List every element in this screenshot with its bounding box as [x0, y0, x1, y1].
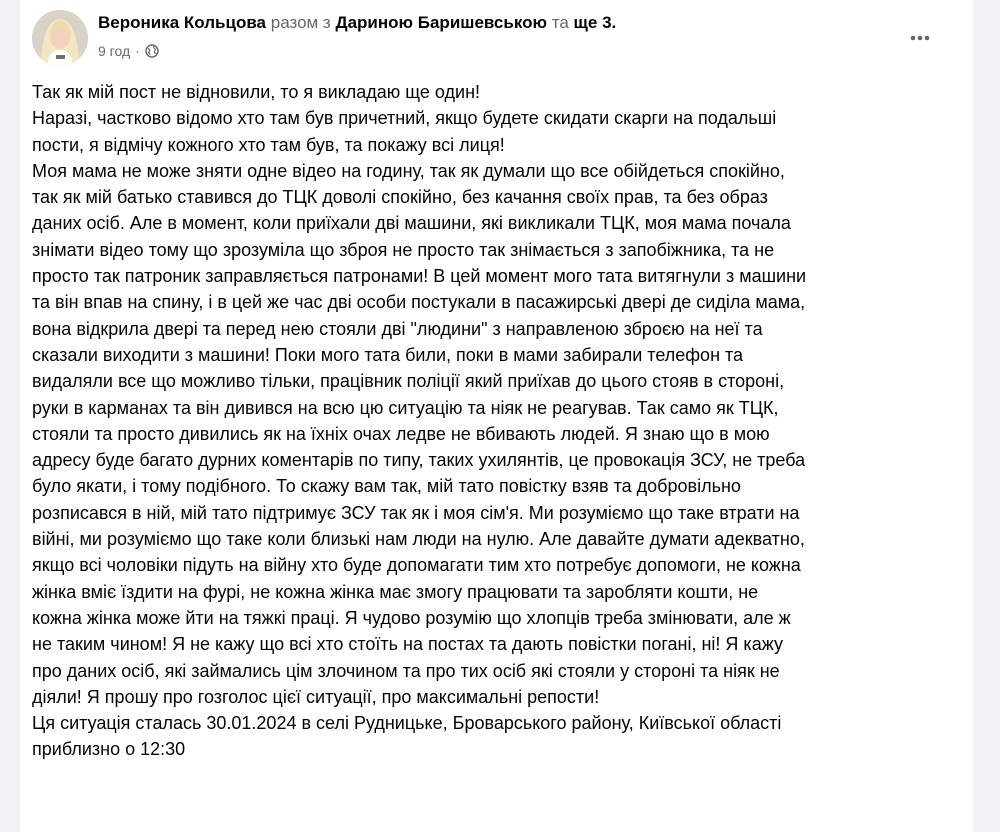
post-line: діяли! Я прошу про гозголос цієї ситуації, про максимальні репости! — [32, 686, 600, 707]
post-time[interactable]: 9 год — [98, 43, 131, 59]
post-line: кожна жінка може йти на тяжкі праці. Я чудово розумію що хлопців треба змінювати, але ж — [32, 607, 791, 628]
post-line: якщо всі чоловіки підуть на війну хто буде допомагати тим хто потребує допомоги, не кожна — [32, 555, 801, 576]
avatar-image — [32, 10, 88, 66]
post-line: та він впав на спину, і в цей же час дві особи постукали в пасажирські двері де сиділа мама, — [32, 292, 806, 313]
post-line: жінка вміє їздити на фурі, не кожна жінка має змогу працювати та заробляти кошти, не — [32, 581, 759, 602]
post-line: видаляли все що можливо тільки, працівник поліції який приїхав до цього стояв в стороні, — [32, 371, 785, 392]
meta-separator: · — [135, 43, 140, 59]
post-line: знімати відео тому що зрозуміла що зброя не просто так знімається з запобіжника, та не — [32, 239, 775, 260]
author-avatar[interactable] — [32, 10, 88, 66]
post-line: було якати, і тому подібного. То скажу вам так, мій тато повістку взяв та добровільно — [32, 476, 741, 497]
post-line: даних осіб. Але в момент, коли приїхали дві машини, які викликали ТЦК, моя мама почала — [32, 213, 791, 234]
author-line — [98, 12, 616, 34]
more-horizontal-icon — [910, 35, 930, 41]
author-name[interactable]: Вероника Кольцова — [98, 13, 267, 32]
and-text: та — [551, 13, 569, 32]
post-line: не таким чином! Я не кажу що всі хто стоїть на постах та дають повістки погані, ні! Я кажу — [32, 634, 783, 655]
post-line: сказали виходити з машини! Поки мого тата били, поки в мами забирали телефон та — [32, 344, 744, 365]
post-line: про даних осіб, які займались цім злочином та про тих осіб які стояли у стороні та ніяк не — [32, 660, 780, 681]
post-line: розписався в ній, мій тато підтримує ЗСУ так як і моя сім'я. Ми розуміємо що таке втрати на — [32, 502, 800, 523]
post-line: так як мій батько ставився до ТЦК доволі спокійно, без качання своїх прав, та без образ — [32, 187, 768, 208]
post-line: пости, я відмічу кожного хто там був, та покажу всі лиця! — [32, 134, 505, 155]
post-line: стояли та просто дивились як на їхніх очах ледве не вбивають людей. Я знаю що в мою — [32, 423, 770, 444]
globe-icon[interactable] — [145, 44, 159, 58]
post-line: Так як мій пост не відновили, то я викладаю ще один! — [32, 82, 481, 102]
more-tagged-link[interactable]: ще 3. — [573, 13, 617, 32]
post-line: Ця ситуація сталась 30.01.2024 в селі Рудницьке, Броварського району, Київської області — [32, 713, 782, 734]
post-line: просто так патроник заправляється патронами! В цей момент мого тата витягнули з машини — [32, 266, 807, 287]
post-card — [20, 0, 973, 832]
post-text — [32, 79, 952, 763]
post-line: вона відкрила двері та перед нею стояли дві "людини" з направленою зброєю на неї та — [32, 318, 763, 339]
post-line: руки в карманах та він дивився на всю цю ситуацію та ніяк не реагував. Так само як ТЦК, — [32, 397, 779, 418]
post-line: Наразі, частково відомо хто там був причетний, якщо будете скидати скарги на подальші — [32, 108, 777, 129]
post-meta — [98, 42, 159, 60]
tagged-person[interactable]: Дариною Баришевською — [335, 13, 548, 32]
post-header — [20, 0, 973, 72]
post-line: війні, ми розуміємо що таке коли близькі нам люди на нулю. Але давайте думати адекватно, — [32, 529, 805, 550]
post-line: Моя мама не може зняти одне відео на годину, так як думали що все обійдеться спокійно, — [32, 160, 785, 181]
post-line: адресу буде багато дурних коментарів по типу, таких ухилянтів, це провокація ЗСУ, не треба — [32, 450, 806, 471]
with-text: разом з — [270, 13, 331, 32]
post-line: приблизно о 12:30 — [32, 739, 186, 760]
more-options-button[interactable] — [902, 20, 938, 56]
